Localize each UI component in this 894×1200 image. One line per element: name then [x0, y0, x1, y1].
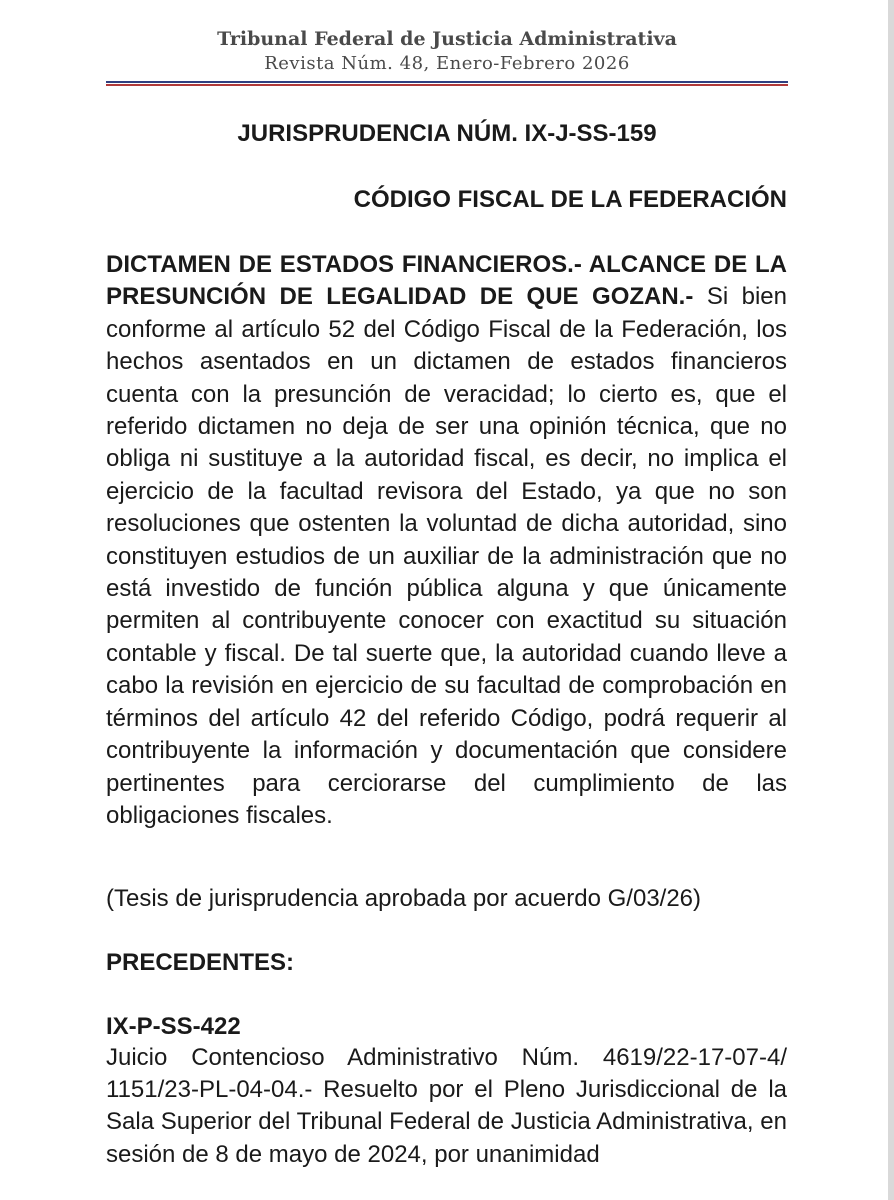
journal-issue: Revista Núm. 48, Enero-Febrero 2026	[264, 53, 630, 74]
precedent-text: Juicio Contencioso Administrativo Núm. 4619/22-17-07-4/ 1151/23-PL-04-04.- Resuelto por el Pleno Jurisdiccional de la Sala Superior del Tribunal Federal de Justicia Administrativa, en sesión de 8 de mayo de 2024, por unanimidad	[106, 1044, 787, 1168]
thesis-paragraph	[106, 249, 787, 832]
header-rule-blue	[106, 81, 788, 83]
approval-note: (Tesis de jurisprudencia aprobada por acuerdo G/03/26)	[106, 885, 702, 912]
code-heading: CÓDIGO FISCAL DE LA FEDERACIÓN	[353, 186, 787, 213]
jurisprudence-number: JURISPRUDENCIA NÚM. IX-J-SS-159	[237, 120, 657, 147]
precedent-code: IX-P-SS-422	[106, 1013, 241, 1040]
precedents-heading: PRECEDENTES:	[106, 949, 295, 976]
page-edge-shadow	[888, 0, 894, 1200]
header-rule-red	[106, 84, 788, 86]
journal-header	[0, 26, 894, 76]
thesis-title: DICTAMEN DE ESTADOS FINANCIEROS.- ALCANCE DE LA PRESUNCIÓN DE LEGALIDAD DE QUE GOZAN.-	[106, 251, 787, 311]
thesis-body: Si bien conforme al artículo 52 del Código Fiscal de la Federación, los hechos asentados en un dictamen de estados financieros cuenta con la presunción de veracidad; lo cierto es, que el referido dictamen no deja de ser una opinión técnica, que no obliga ni sustituye a la autoridad fiscal, es decir, no implica el ejercicio de la facultad revisora del Estado, ya que no son resoluciones que ostenten la voluntad de dicha autoridad, sino constituyen estudios de un auxiliar de la administración que no está investido de función pública alguna y que únicamente permiten al contribuyente conocer con exactitud su situación contable y fiscal. De tal suerte que, la autoridad cuando lleve a cabo la revisión en ejercicio de su facultad de comprobación en términos del artículo 42 del referido Código, podrá requerir al contribuyente la información y documentación que considere pertinentes para cerciorarse del cumplimiento de las obligaciones fiscales.	[106, 283, 787, 829]
journal-title: Tribunal Federal de Justicia Administrativa	[217, 28, 677, 50]
